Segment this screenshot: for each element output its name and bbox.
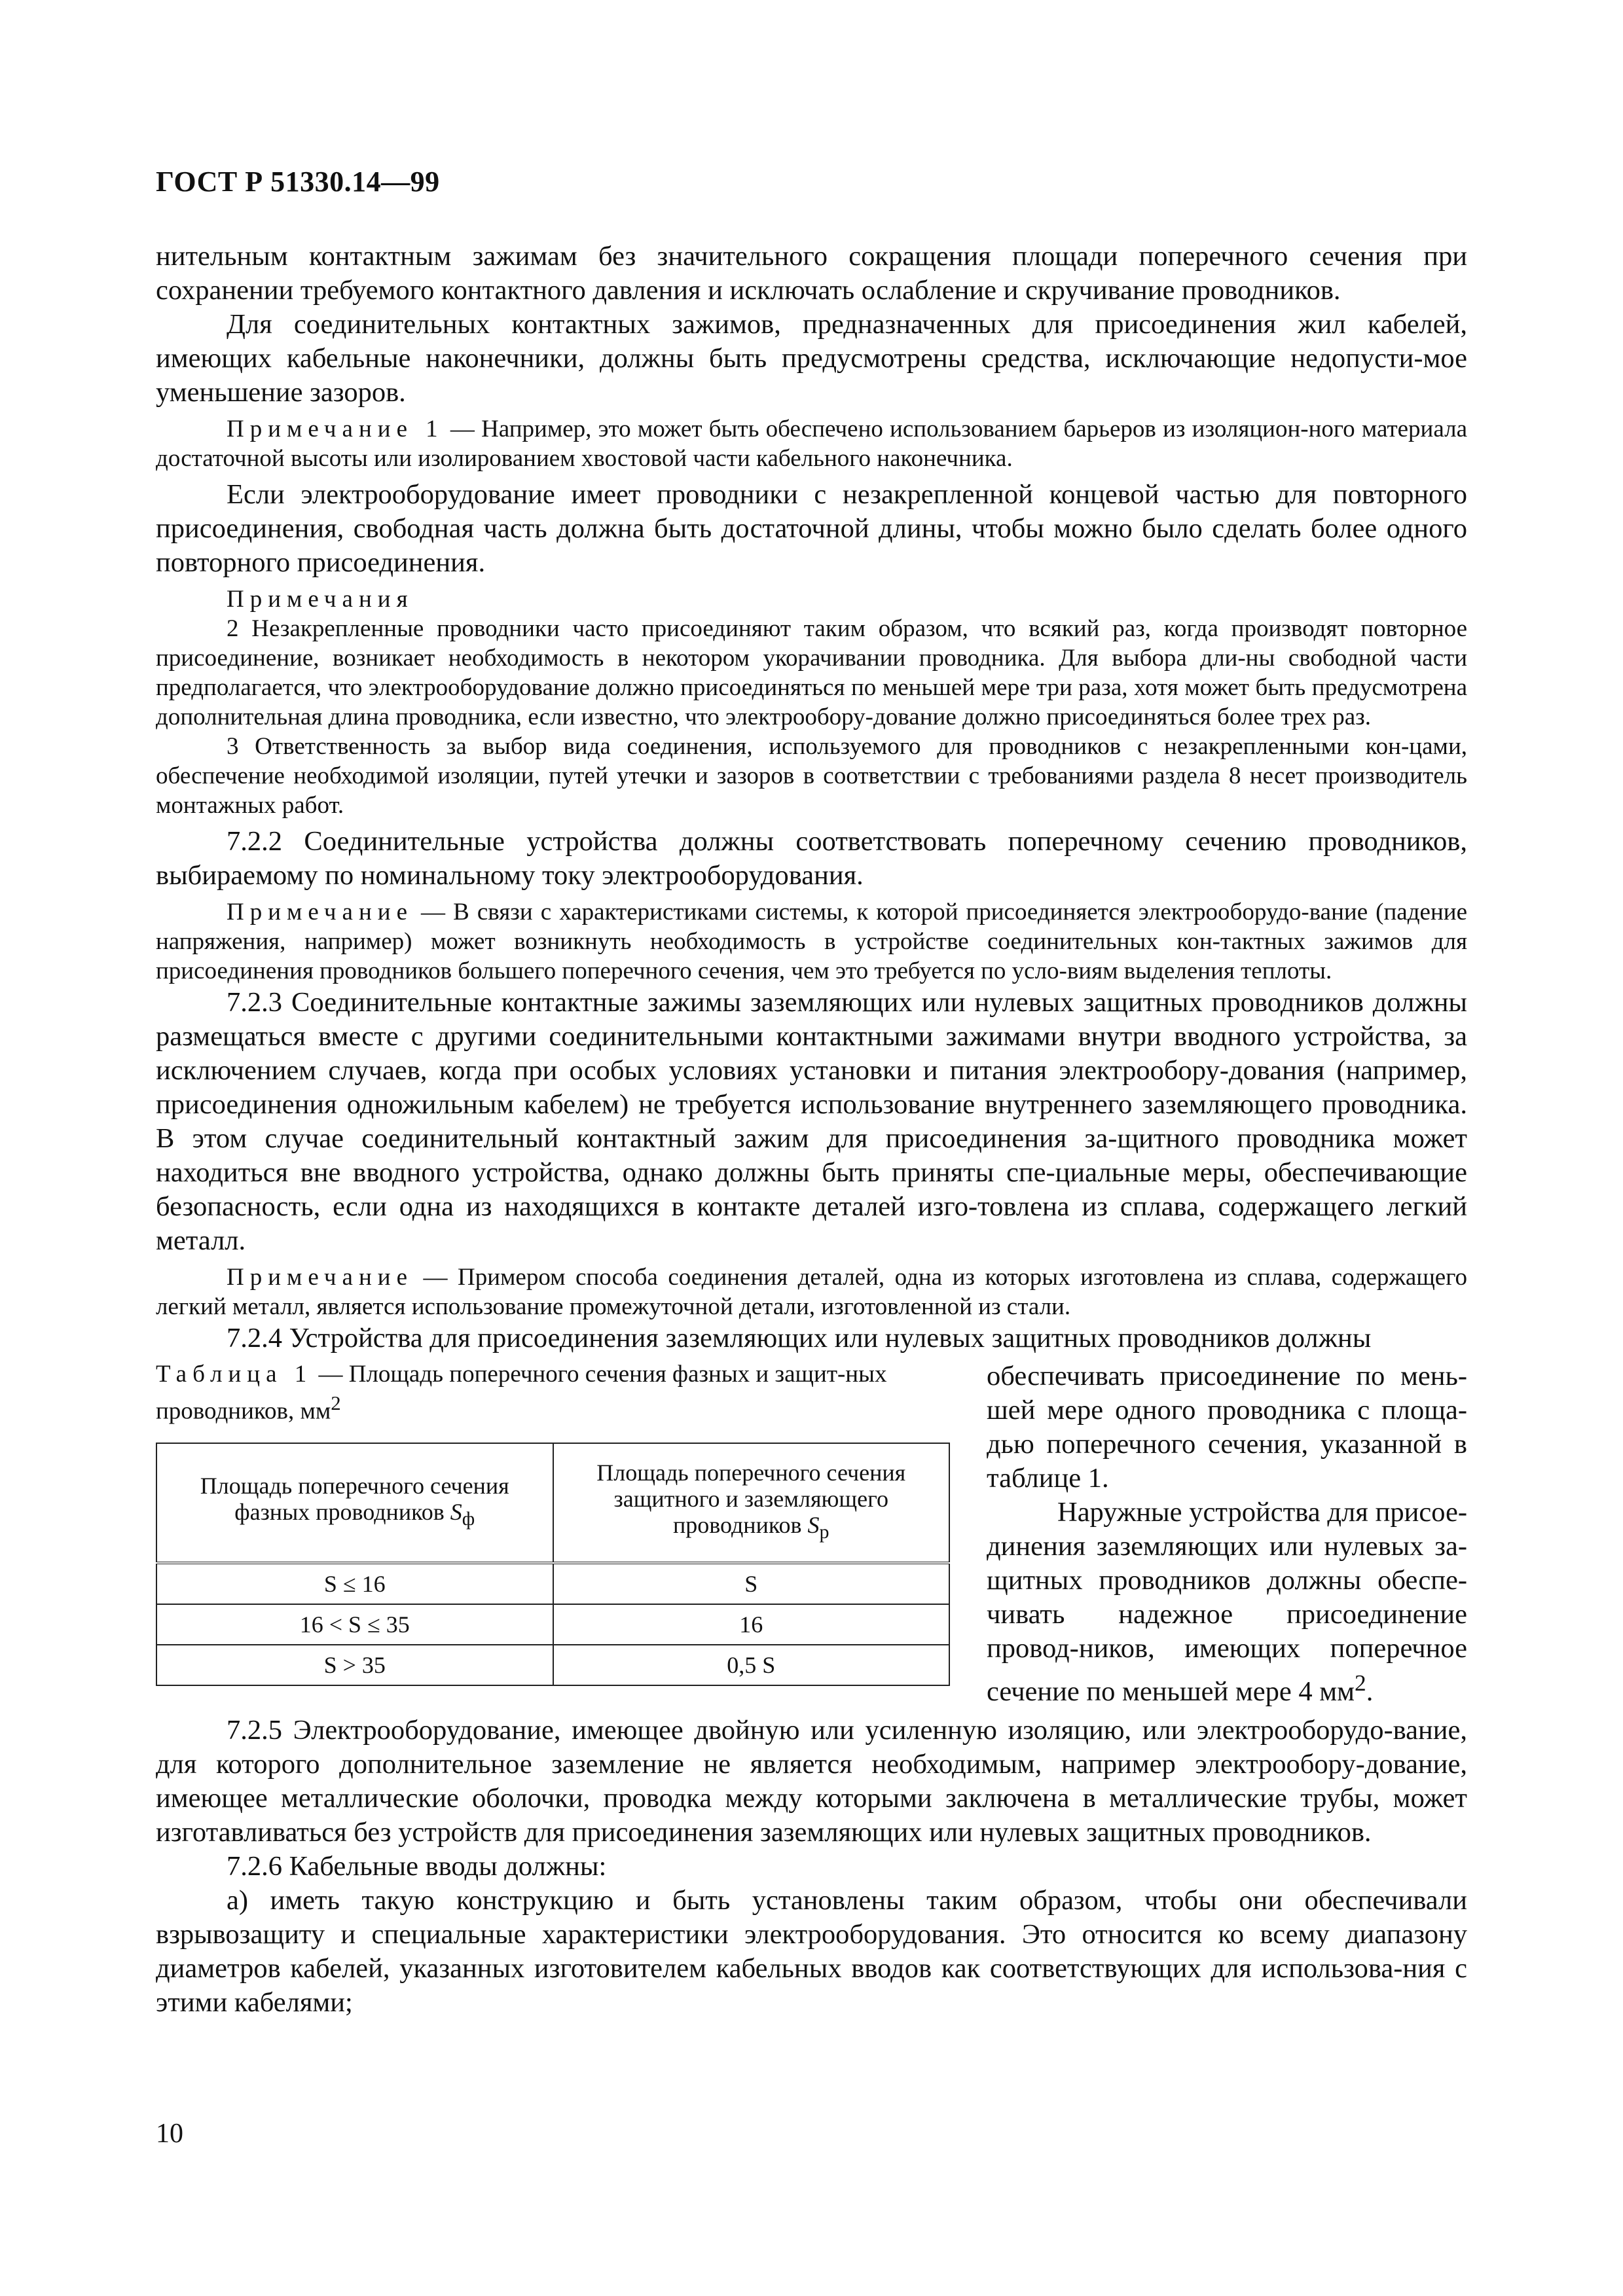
table-cell-protective: 0,5 S — [553, 1645, 950, 1685]
table-cell-protective: 16 — [553, 1604, 950, 1645]
section-7-2-6-a: а) иметь такую конструкцию и быть установлены таким образом, чтобы они обеспечивали взрывозащиту и специальные характеристики электрооборудования. Это относится ко всему диапазону диаметров кабелей, указанных изготовителем кабельных вводов как соответствующих для использова-ния с этими кабелями; — [156, 1885, 1467, 2018]
table-cell-phase: S ≤ 16 — [156, 1563, 553, 1604]
section-7-2-3: 7.2.3 Соединительные контактные зажимы заземляющих или нулевых защитных проводников должны размещаться вместе с другими соединительными контактными зажимами внутри вводного устройства, за исключением случаев, когда при особых условиях установки и питания электрообору-дования (например, присоединения одножильным кабелем) не требуется использование внутреннего заземляющего проводника. В этом случае соединительный контактный зажим для присоединения за-щитного проводника может находиться вне вводного устройства, однако должны быть приняты спе-циальные меры, обеспечивающие безопасность, если одна из находящихся в контакте деталей изго-товлена из сплава, содержащего легкий металл. — [156, 987, 1467, 1256]
table-row — [156, 1645, 949, 1685]
section-7-2-6: 7.2.6 Кабельные вводы должны: — [227, 1851, 607, 1882]
notes-heading: Примечания — [227, 586, 414, 613]
paragraph-terminals: Для соединительных контактных зажимов, предназначенных для присоединения жил кабелей, имеющих кабельные наконечники, должны быть предусмотрены средства, исключающие недопусти-мое уменьшение зазоров. — [156, 309, 1467, 408]
table-cell-phase: S > 35 — [156, 1645, 553, 1685]
table-1-caption-sup: 2 — [331, 1392, 341, 1414]
table-1-block — [156, 1359, 950, 1686]
note-1-label: Примечание 1 — [227, 416, 444, 442]
note-7-2-2-text: — В связи с характеристиками системы, к которой присоединяется электрооборудо-вание (падение напряжения, например) может возникнуть необходимость в устройстве соединительных кон-тактных зажимов для присоединения проводников большего поперечного сечения, чем это требуется по усло-виям выделения теплоты. — [156, 899, 1467, 984]
document-header: ГОСТ Р 51330.14—99 — [156, 166, 440, 198]
note-7-2-3 — [156, 1263, 1467, 1321]
table-1-label: Таблица 1 — [156, 1361, 313, 1388]
note-2: 2 Незакрепленные проводники часто присоединяют таким образом, что всякий раз, когда производят повторное присоединение, возникает необходимость в некотором укорачивании проводника. Для выбора дли-ны свободной части предполагается, что электрооборудование должно присоединяться по меньшей мере три раза, хотя может быть предусмотрена дополнительная длина проводника, если известно, что электрообору-дование должно присоединяться более трех раз. — [156, 615, 1467, 730]
note-7-2-3-text: — Примером способа соединения деталей, одна из которых изготовлена из сплава, содержащего легкий металл, является использование промежуточной детали, изготовленной из стали. — [156, 1264, 1467, 1320]
note-7-2-3-label: Примечание — [227, 1264, 413, 1291]
table-header-protective-sub: p — [819, 1521, 830, 1543]
note-1-text: — Например, это может быть обеспечено использованием барьеров из изоляцион-ного материала достаточной высоты или изолированием хвостовой части кабельного наконечника. — [156, 416, 1467, 472]
table-header-protective-symbol: S — [807, 1512, 820, 1539]
table-header-protective-text: Площадь поперечного сечения защитного и заземляющего проводников — [596, 1460, 906, 1539]
paragraph-continuation: нительным контактным зажимам без значительного сокращения площади поперечного сечения при сохранении требуемого контактного давления и исключать ослабление и скручивание проводников. — [156, 241, 1467, 306]
section-7-2-4-start: 7.2.4 Устройства для присоединения заземляющих или нулевых защитных проводников должны — [227, 1323, 1372, 1354]
table-cell-protective: S — [553, 1563, 950, 1604]
page-body — [156, 240, 1467, 2020]
section-7-2-4-outer-sup: 2 — [1355, 1670, 1366, 1696]
table-1-caption — [156, 1359, 950, 1426]
section-7-2-2: 7.2.2 Соединительные устройства должны соответствовать поперечному сечению проводников, выбираемому по номинальному току электрооборудования. — [156, 826, 1467, 891]
note-7-2-2-label: Примечание — [227, 899, 413, 925]
table-header-phase — [156, 1443, 553, 1562]
table-header-row — [156, 1443, 949, 1562]
section-7-2-4-outer-end: . — [1366, 1676, 1374, 1708]
table-1-caption-text: — Площадь поперечного сечения фазных и защит-ных проводников, мм — [156, 1361, 887, 1425]
page-number: 10 — [156, 2119, 183, 2149]
table-cell-phase: 16 < S ≤ 35 — [156, 1604, 553, 1645]
table-1 — [156, 1443, 950, 1685]
table-header-phase-symbol: S — [450, 1499, 462, 1526]
table-header-phase-sub: ф — [462, 1508, 475, 1530]
note-3: 3 Ответственность за выбор вида соединения, используемого для проводников с незакрепленными кон-цами, обеспечение необходимой изоляции, путей утечки и зазоров в соответствии с требованиями раздела 8 несет производитель монтажных работ. — [156, 733, 1467, 819]
table-row — [156, 1563, 949, 1604]
section-7-2-5: 7.2.5 Электрооборудование, имеющее двойную или усиленную изоляцию, или электрооборудо-вание, для которого дополнительное заземление не является необходимым, например электрообору-дование, имеющее металлические оболочки, проводка между которыми заключена в металлические трубы, может изготавливаться без устройств для присоединения заземляющих или нулевых защитных проводников. — [156, 1715, 1467, 1848]
note-1 — [156, 414, 1467, 473]
paragraph-free-conductors: Если электрооборудование имеет проводники с незакрепленной концевой частью для повторного присоединения, свободная часть должна быть достаточной длины, чтобы можно было сделать более одного повторного присоединения. — [156, 479, 1467, 578]
table-row — [156, 1604, 949, 1645]
table-header-protective — [553, 1443, 950, 1562]
note-7-2-2 — [156, 897, 1467, 986]
section-7-2-4-outer-text: Наружные устройства для присое-динения заземляющих или нулевых за-щитных проводников должны обеспе-чивать надежное присоединение провод-ников, имеющих поперечное сечение по меньшей мере 4 мм — [987, 1497, 1467, 1708]
table-header-phase-text: Площадь поперечного сечения фазных проводников — [200, 1473, 509, 1526]
section-7-2-4-continuation: обеспечивать присоединение по мень-шей мере одного проводника с площа-дью поперечного сечения, указанной в таблице 1. — [987, 1361, 1467, 1494]
